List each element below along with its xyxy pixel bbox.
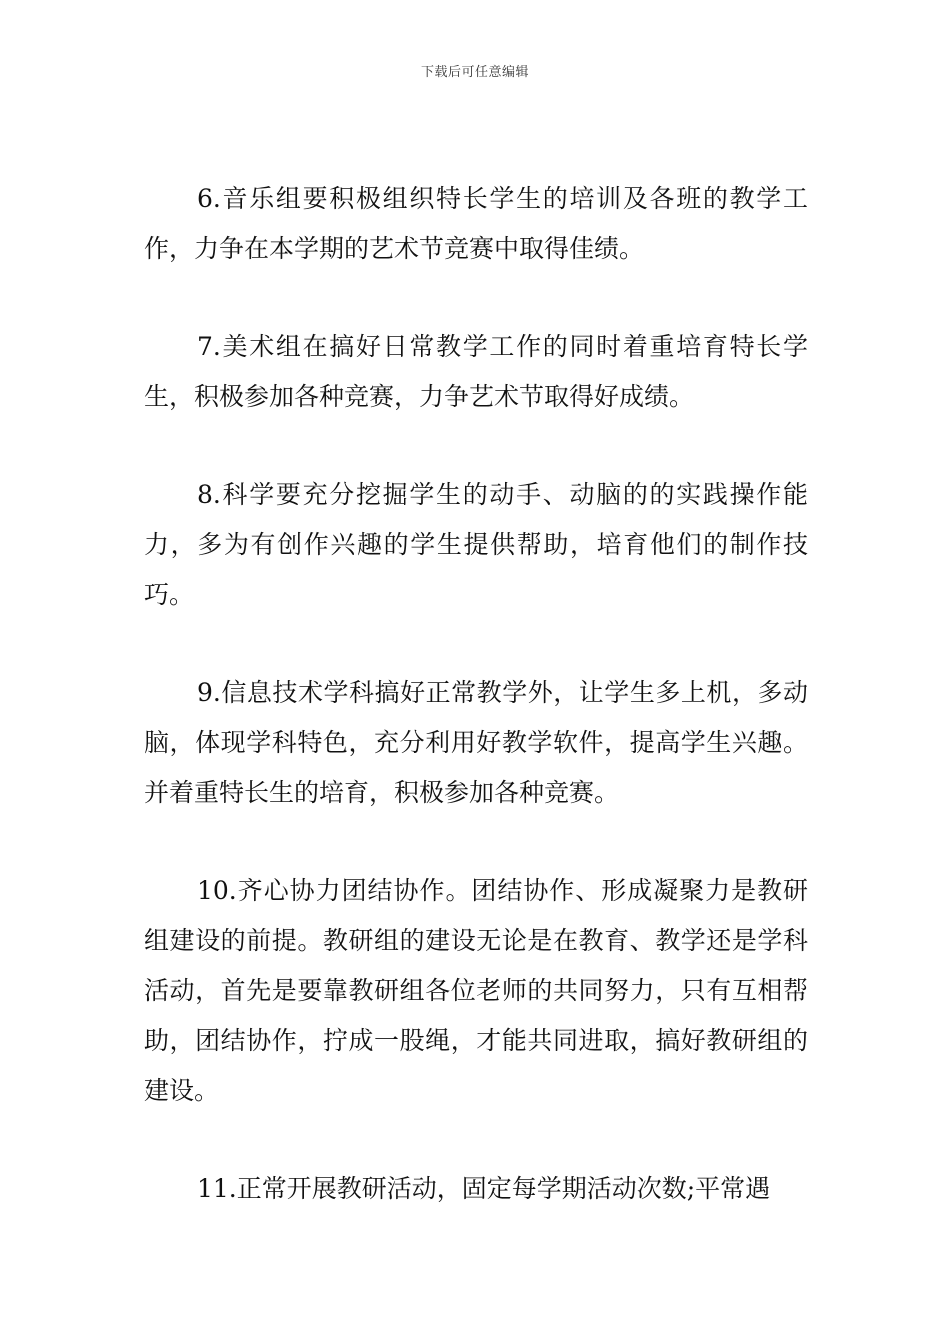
document-body [144,174,808,1262]
paragraph-10: 10.齐心协力团结协作。团结协作、形成凝聚力是教研组建设的前提。教研组的建设无论是在教育、教学还是学科活动，首先是要靠教研组各位老师的共同努力，只有互相帮助，团结协作，拧成一股绳，才能共同进取，搞好教研组的建设。 [144,876,808,1105]
paragraph-11: 11.正常开展教研活动，固定每学期活动次数;平常遇 [197,1174,771,1203]
paragraph-9: 9.信息技术学科搞好正常教学外，让学生多上机，多动脑，体现学科特色，充分利用好教学软件，提高学生兴趣。并着重特长生的培育，积极参加各种竞赛。 [144,678,808,807]
paragraph-8: 8.科学要充分挖掘学生的动手、动脑的的实践操作能力，多为有创作兴趣的学生提供帮助，培育他们的制作技巧。 [144,480,808,609]
paragraph-6: 6.音乐组要积极组织特长学生的培训及各班的教学工作，力争在本学期的艺术节竞赛中取得佳绩。 [144,184,808,263]
page-header: 下载后可任意编辑 [420,65,529,80]
paragraph-7: 7.美术组在搞好日常教学工作的同时着重培育特长学生，积极参加各种竞赛，力争艺术节取得好成绩。 [144,332,808,411]
